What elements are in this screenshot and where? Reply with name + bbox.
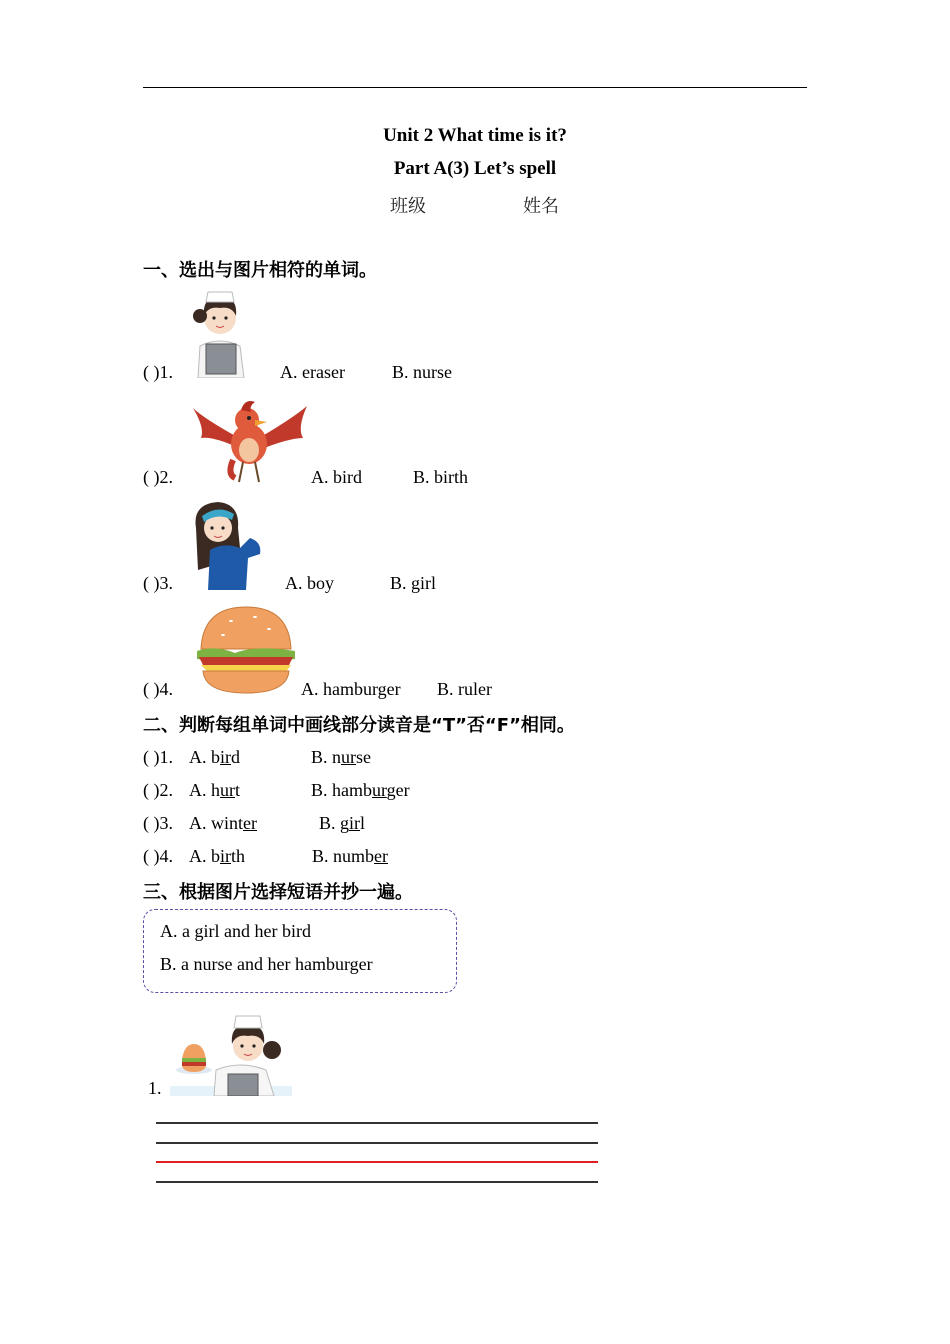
bird-icon — [193, 398, 309, 486]
s1-item1-number: ( )1. — [143, 362, 173, 382]
s2-item4-option-a: A. birth — [189, 846, 246, 866]
s1-item2-number: ( )2. — [143, 467, 173, 487]
s1-item1-option-a: A. eraser — [280, 362, 345, 382]
s2-item3-option-a: A. winter — [189, 813, 257, 833]
nurse-icon — [188, 286, 252, 378]
s2-item3-option-b: B. girl — [319, 813, 366, 833]
section2-heading: 二、判断每组单词中画线部分读音是“T”否“F”相同。 — [143, 715, 575, 736]
phrase-option-b: B. a nurse and her hamburger — [160, 954, 373, 974]
hamburger-icon — [195, 605, 297, 695]
header-rule — [143, 87, 807, 88]
writing-line-1 — [156, 1122, 598, 1124]
s2-item2-option-b: B. hamburger — [311, 780, 410, 800]
phrase-option-a: A. a girl and her bird — [160, 921, 311, 941]
section1-heading: 一、选出与图片相符的单词。 — [143, 260, 377, 281]
nurse-with-hamburger-icon — [170, 1012, 292, 1096]
s1-item2-option-b: B. birth — [413, 467, 469, 487]
class-label: 班级 — [390, 196, 426, 217]
s2-item1-number: ( )1. — [143, 747, 173, 767]
name-label: 姓名 — [523, 196, 559, 217]
s2-item2-option-a: A. hurt — [189, 780, 241, 800]
s1-item3-number: ( )3. — [143, 573, 173, 593]
writing-line-3 — [156, 1181, 598, 1183]
worksheet-subtitle: Part A(3) Let’s spell — [393, 158, 557, 179]
section3-heading: 三、根据图片选择短语并抄一遍。 — [143, 882, 413, 903]
worksheet-title: Unit 2 What time is it? — [383, 125, 567, 146]
s1-item4-option-b: B. ruler — [437, 679, 492, 699]
s2-item1-option-a: A. bird — [189, 747, 240, 767]
s1-item4-option-a: A. hamburger — [301, 679, 401, 699]
s1-item4-number: ( )4. — [143, 679, 173, 699]
s2-item1-option-b: B. nurse — [311, 747, 372, 767]
s1-item1-option-b: B. nurse — [392, 362, 452, 382]
s2-item2-number: ( )2. — [143, 780, 173, 800]
s1-item3-option-a: A. boy — [285, 573, 334, 593]
writing-line-red — [156, 1161, 598, 1163]
girl-icon — [188, 498, 268, 590]
s2-item4-option-b: B. number — [312, 846, 388, 866]
s1-item2-option-a: A. bird — [311, 467, 362, 487]
s2-item4-number: ( )4. — [143, 846, 173, 866]
s3-question1-number: 1. — [148, 1078, 162, 1098]
s1-item3-option-b: B. girl — [390, 573, 437, 593]
s2-item3-number: ( )3. — [143, 813, 173, 833]
writing-line-2 — [156, 1142, 598, 1144]
